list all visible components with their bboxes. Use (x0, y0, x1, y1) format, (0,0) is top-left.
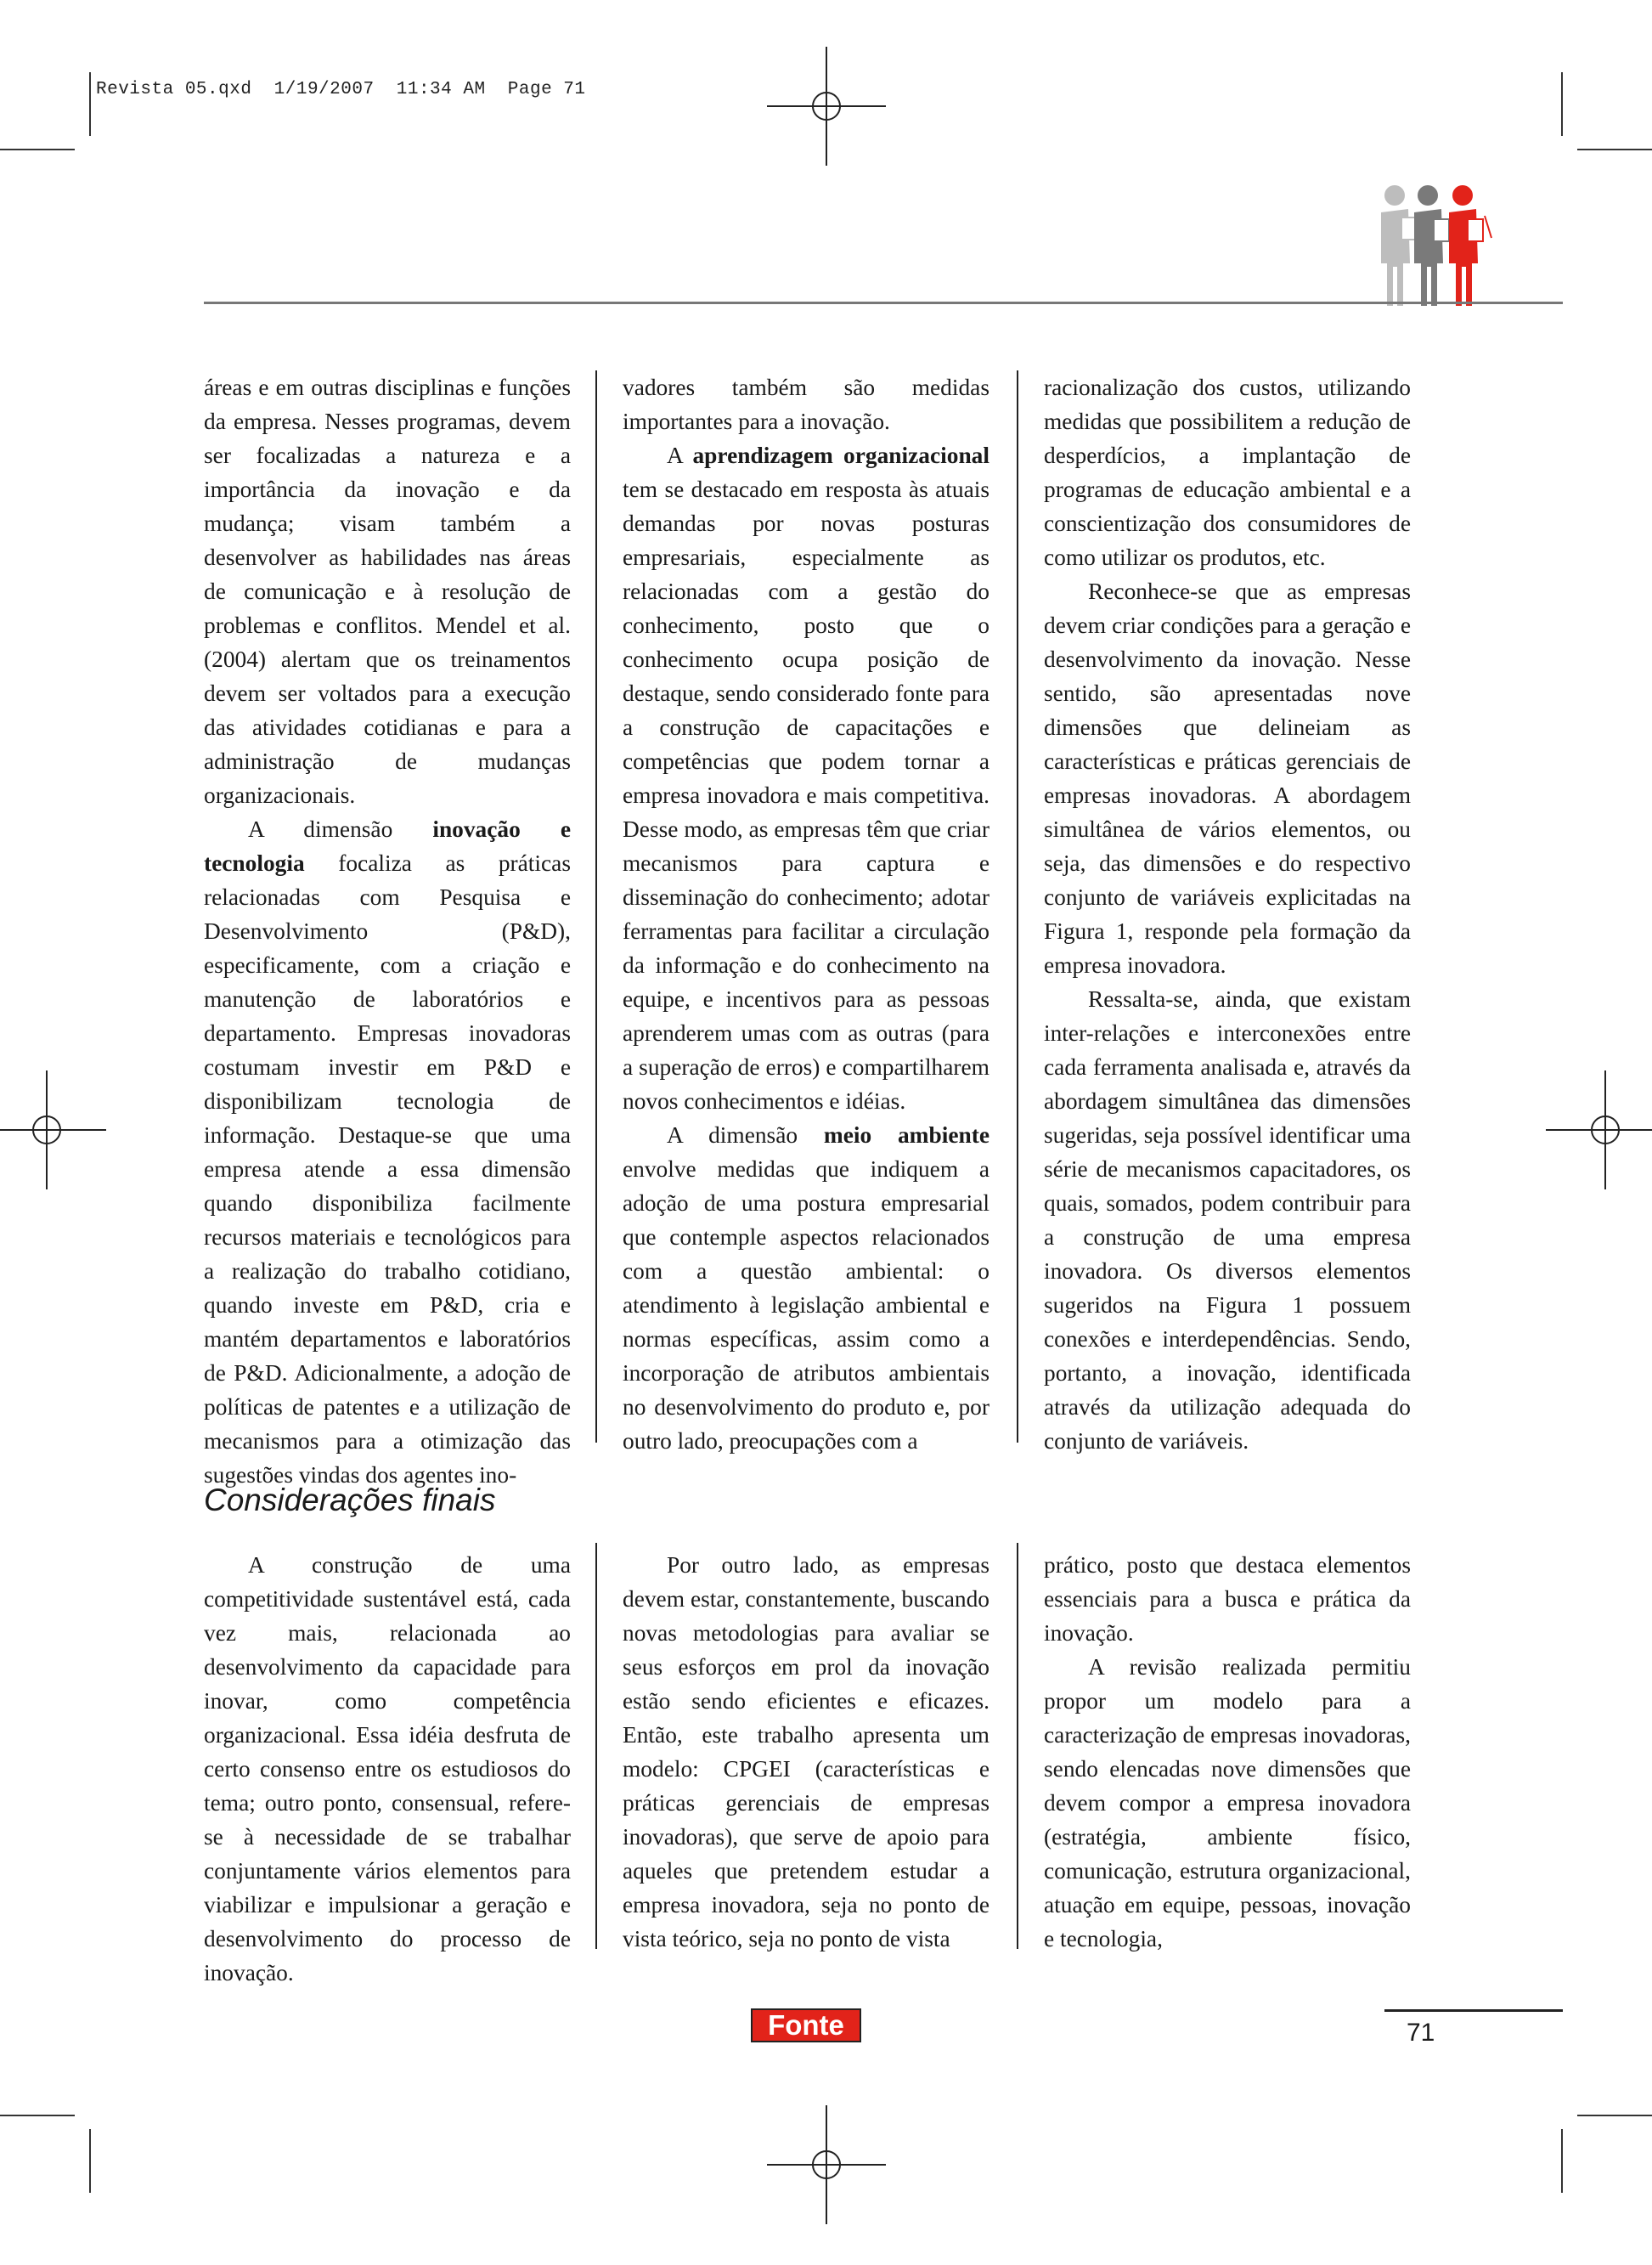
header-rule (204, 302, 1563, 304)
bottom-column-3 (1044, 1548, 1411, 1956)
column-rule (595, 370, 597, 1443)
registration-mark-icon (1546, 1070, 1652, 1189)
section-title: Considerações finais (204, 1483, 496, 1517)
bottom-column-1 (204, 1548, 571, 1990)
top-column-3 (1044, 370, 1411, 1458)
paragraph: Ressalta-se, ainda, que existam inter-relações e interconexões entre cada ferramenta analisada e, através da abordagem simultânea das dimensões sugeridas, seja possível identificar uma série de mecanismos capacitadores, os quais, somados, podem contribuir para a construção de uma empresa inovadora. Os diversos elementos sugeridos na Figura 1 possuem conexões e interdependências. Sendo, portanto, a inovação, identificada através da utilização adequada do conjunto de variáveis. (1044, 986, 1411, 1454)
column-rule (595, 1543, 597, 1949)
paragraph: Por outro lado, as empresas devem estar, constantemente, buscando novas metodologias para avaliar se seus esforços em prol da inovação estão sendo eficientes e eficazes. Então, este trabalho apresenta um modelo: CPGEI (características e práticas gerenciais de empresas inovadoras), que serve de apoio para aqueles que pretendem estudar a empresa inovadora, seja no ponto de vista teórico, seja no ponto de vista (623, 1552, 990, 1952)
crop-mark (0, 2115, 75, 2116)
paragraph: racionalização dos custos, utilizando medidas que possibilitem a redução de desperdícios, a implantação de programas de educação ambiental e a conscientização dos consumidores de como utilizar os produtos, etc. (1044, 375, 1411, 570)
crop-mark (1577, 149, 1652, 150)
registration-mark-icon (0, 1070, 106, 1189)
paragraph: A aprendizagem organizacional tem se destacado em resposta às atuais demandas por novas posturas empresariais, especialmente as relacionadas com a gestão do conhecimento, posto que o conhecimento ocupa posição de destaque, sendo considerado fonte para a construção de capacitações e competências que podem tornar a empresa inovadora e mais competitiva. Desse modo, as empresas têm que criar mecanismos para captura e disseminação do conhecimento; adotar ferramentas para facilitar a circulação da informação e do conhecimento na equipe, e incentivos para as pessoas aprenderem umas com as outras (para a superação de erros) e compartilharem novos conhecimentos e idéias. (623, 443, 990, 1114)
crop-mark (1561, 72, 1563, 136)
bold-term: aprendizagem organizacional (692, 443, 990, 468)
top-column-2 (623, 370, 990, 1458)
bold-term: meio ambiente (823, 1122, 990, 1148)
crop-mark (89, 72, 91, 136)
crop-mark (89, 2129, 91, 2193)
paragraph: Reconhece-se que as empresas devem criar condições para a geração e desenvolvimento da inovação. Nesse sentido, são apresentadas nove dimensões que delineiam as características e práticas gerenciais de empresas inovadoras. A abordagem simultânea de vários elementos, ou seja, das dimensões e do respectivo conjunto de variáveis explicitadas na Figura 1, responde pela formação da empresa inovadora. (1044, 579, 1411, 978)
top-column-1 (204, 370, 571, 1492)
people-logo-icon (1373, 182, 1500, 306)
page-number: 71 (1407, 2019, 1435, 2047)
paragraph: A construção de uma competitividade sustentável está, cada vez mais, relacionada ao desenvolvimento da capacidade para inovar, como competência organizacional. Essa idéia desfruta de certo consenso entre os estudiosos do tema; outro ponto, consensual, refere-se à necessidade de se trabalhar conjuntamente vários elementos para viabilizar e impulsionar a geração e desenvolvimento do processo de inovação. (204, 1552, 571, 1985)
paragraph: vadores também são medidas importantes para a inovação. (623, 375, 990, 434)
paragraph: A dimensão meio ambiente envolve medidas que indiquem a adoção de uma postura empresarial que contemple aspectos relacionados com a questão ambiental: o atendimento à legislação ambiental e normas específicas, assim como a incorporação de atributos ambientais no desenvolvimento do produto e, por outro lado, preocupações com a (623, 1122, 990, 1454)
paragraph: áreas e em outras disciplinas e funções da empresa. Nesses programas, devem ser focalizadas a natureza e a importância da inovação e da mudança; visam também a desenvolver as habilidades nas áreas de comunicação e à resolução de problemas e conflitos. Mendel et al. (2004) alertam que os treinamentos devem ser voltados para a execução das atividades cotidianas e para a administração de mudanças organizacionais. (204, 375, 571, 808)
registration-mark-icon (767, 2105, 886, 2224)
crop-mark (1561, 2129, 1563, 2193)
registration-mark-icon (767, 47, 886, 166)
footer-rule (1384, 2009, 1563, 2012)
bottom-column-2 (623, 1548, 990, 1956)
paragraph: A dimensão inovação e tecnologia focaliza as práticas relacionadas com Pesquisa e Desenvolvimento (P&D), especificamente, com a criação e manutenção de laboratórios e departamento. Empresas inovadoras costumam investir em P&D e disponibilizam tecnologia de informação. Destaque-se que uma empresa atende a essa dimensão quando disponibiliza facilmente recursos materiais e tecnológicos para a realização do trabalho cotidiano, quando investe em P&D, cria e mantém departamentos e laboratórios de P&D. Adicionalmente, a adoção de políticas de patentes e a utilização de mecanismos para a otimização das sugestões vindas dos agentes ino- (204, 816, 571, 1488)
column-rule (1017, 370, 1018, 1443)
bold-term: inovação e tecnologia (204, 816, 571, 876)
column-rule (1017, 1543, 1018, 1949)
paragraph: prático, posto que destaca elementos essenciais para a busca e prática da inovação. (1044, 1552, 1411, 1646)
crop-mark (0, 149, 75, 150)
printer-slug: Revista 05.qxd 1/19/2007 11:34 AM Page 71 (96, 80, 586, 99)
paragraph: A revisão realizada permitiu propor um modelo para a caracterização de empresas inovadoras, sendo elencadas nove dimensões que devem compor a empresa inovadora (estratégia, ambiente físico, comunicação, estrutura organizacional, atuação em equipe, pessoas, inovação e tecnologia, (1044, 1654, 1411, 1952)
fonte-logo: Fonte (751, 2008, 861, 2042)
crop-mark (1577, 2115, 1652, 2116)
